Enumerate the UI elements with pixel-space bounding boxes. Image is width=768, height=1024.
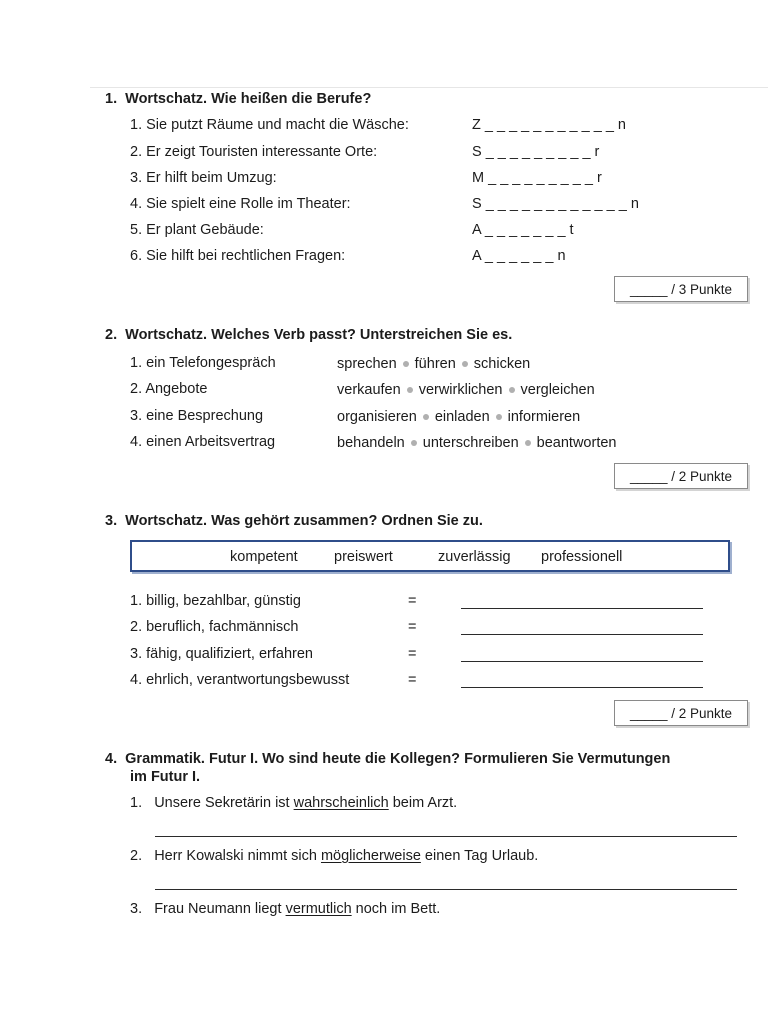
verb-option[interactable]: verkaufen: [337, 382, 401, 398]
section-4-heading-line2: im Futur I.: [130, 769, 201, 785]
s1-item-6: 6. Sie hilft bei rechtlichen Fragen:: [130, 248, 346, 264]
bullet-dot: [411, 440, 417, 446]
verb-option[interactable]: vergleichen: [520, 382, 595, 398]
verb-option[interactable]: organisieren: [337, 409, 417, 425]
answer-line[interactable]: [155, 889, 737, 890]
s1-hint-3: M _ _ _ _ _ _ _ _ _ r: [472, 170, 602, 186]
s2-verbs-1: [337, 355, 530, 373]
s1-hint-2: S _ _ _ _ _ _ _ _ _ r: [472, 144, 600, 160]
s3-score-box: _____ / 2 Punkte: [614, 700, 748, 726]
word-bank-word: preiswert: [334, 549, 393, 565]
equals-sign: =: [408, 593, 417, 609]
verb-option[interactable]: informieren: [507, 409, 581, 425]
word-bank-word: zuverlässig: [438, 549, 511, 565]
bullet-dot: [403, 361, 409, 367]
verb-option[interactable]: einladen: [434, 409, 490, 425]
word-bank-word: professionell: [541, 549, 623, 565]
s2-item-4: 4. einen Arbeitsvertrag: [130, 434, 276, 450]
s1-item-1: 1. Sie putzt Räume und macht die Wäsche:: [130, 117, 409, 133]
s4-item-1: 1. Unsere Sekretärin ist wahrscheinlich beim Arzt.: [130, 795, 458, 811]
word-bank-word: kompetent: [230, 549, 298, 565]
answer-line[interactable]: [461, 661, 703, 662]
top-rule: [90, 87, 768, 88]
equals-sign: =: [408, 619, 417, 635]
s1-score-box: _____ / 3 Punkte: [614, 276, 748, 302]
verb-option[interactable]: sprechen: [337, 356, 397, 372]
s3-item-4: 4. ehrlich, verantwortungsbewusst: [130, 672, 350, 688]
section-2-heading: 2. Wortschatz. Welches Verb passt? Unterstreichen Sie es.: [105, 327, 513, 343]
s1-hint-1: Z _ _ _ _ _ _ _ _ _ _ _ n: [472, 117, 626, 133]
s2-item-1: 1. ein Telefongespräch: [130, 355, 276, 371]
section-4-heading: 4. Grammatik. Futur I. Wo sind heute die Kollegen? Formulieren Sie Vermutungen: [105, 751, 671, 767]
section-3-heading: 3. Wortschatz. Was gehört zusammen? Ordnen Sie zu.: [105, 513, 483, 529]
word-bank-box: [130, 540, 730, 572]
s2-verbs-3: [337, 408, 580, 426]
s1-hint-4: S _ _ _ _ _ _ _ _ _ _ _ _ n: [472, 196, 639, 212]
s2-item-2: 2. Angebote: [130, 381, 208, 397]
s4-item-2: 2. Herr Kowalski nimmt sich möglicherweise einen Tag Urlaub.: [130, 848, 539, 864]
verb-option[interactable]: behandeln: [337, 435, 405, 451]
s4-item-3: 3. Frau Neumann liegt vermutlich noch im Bett.: [130, 901, 441, 917]
verb-option[interactable]: beantworten: [536, 435, 617, 451]
bullet-dot: [423, 414, 429, 420]
s1-item-3: 3. Er hilft beim Umzug:: [130, 170, 277, 186]
bullet-dot: [525, 440, 531, 446]
bullet-dot: [496, 414, 502, 420]
answer-line[interactable]: [461, 687, 703, 688]
verb-option[interactable]: unterschreiben: [422, 435, 519, 451]
s2-verbs-4: [337, 434, 616, 452]
s3-item-1: 1. billig, bezahlbar, günstig: [130, 593, 301, 609]
s1-item-2: 2. Er zeigt Touristen interessante Orte:: [130, 144, 378, 160]
s1-hint-5: A _ _ _ _ _ _ _ t: [472, 222, 574, 238]
answer-line[interactable]: [461, 608, 703, 609]
s1-item-4: 4. Sie spielt eine Rolle im Theater:: [130, 196, 351, 212]
equals-sign: =: [408, 646, 417, 662]
s1-hint-6: A _ _ _ _ _ _ n: [472, 248, 566, 264]
s2-verbs-2: [337, 381, 595, 399]
bullet-dot: [407, 387, 413, 393]
verb-option[interactable]: verwirklichen: [418, 382, 503, 398]
s2-score-box: _____ / 2 Punkte: [614, 463, 748, 489]
section-1-heading: 1. Wortschatz. Wie heißen die Berufe?: [105, 91, 372, 107]
bullet-dot: [462, 361, 468, 367]
s3-item-2: 2. beruflich, fachmännisch: [130, 619, 299, 635]
s1-item-5: 5. Er plant Gebäude:: [130, 222, 264, 238]
bullet-dot: [509, 387, 515, 393]
answer-line[interactable]: [155, 836, 737, 837]
equals-sign: =: [408, 672, 417, 688]
verb-option[interactable]: führen: [414, 356, 456, 372]
answer-line[interactable]: [461, 634, 703, 635]
s3-item-3: 3. fähig, qualifiziert, erfahren: [130, 646, 313, 662]
s2-item-3: 3. eine Besprechung: [130, 408, 264, 424]
verb-option[interactable]: schicken: [473, 356, 531, 372]
